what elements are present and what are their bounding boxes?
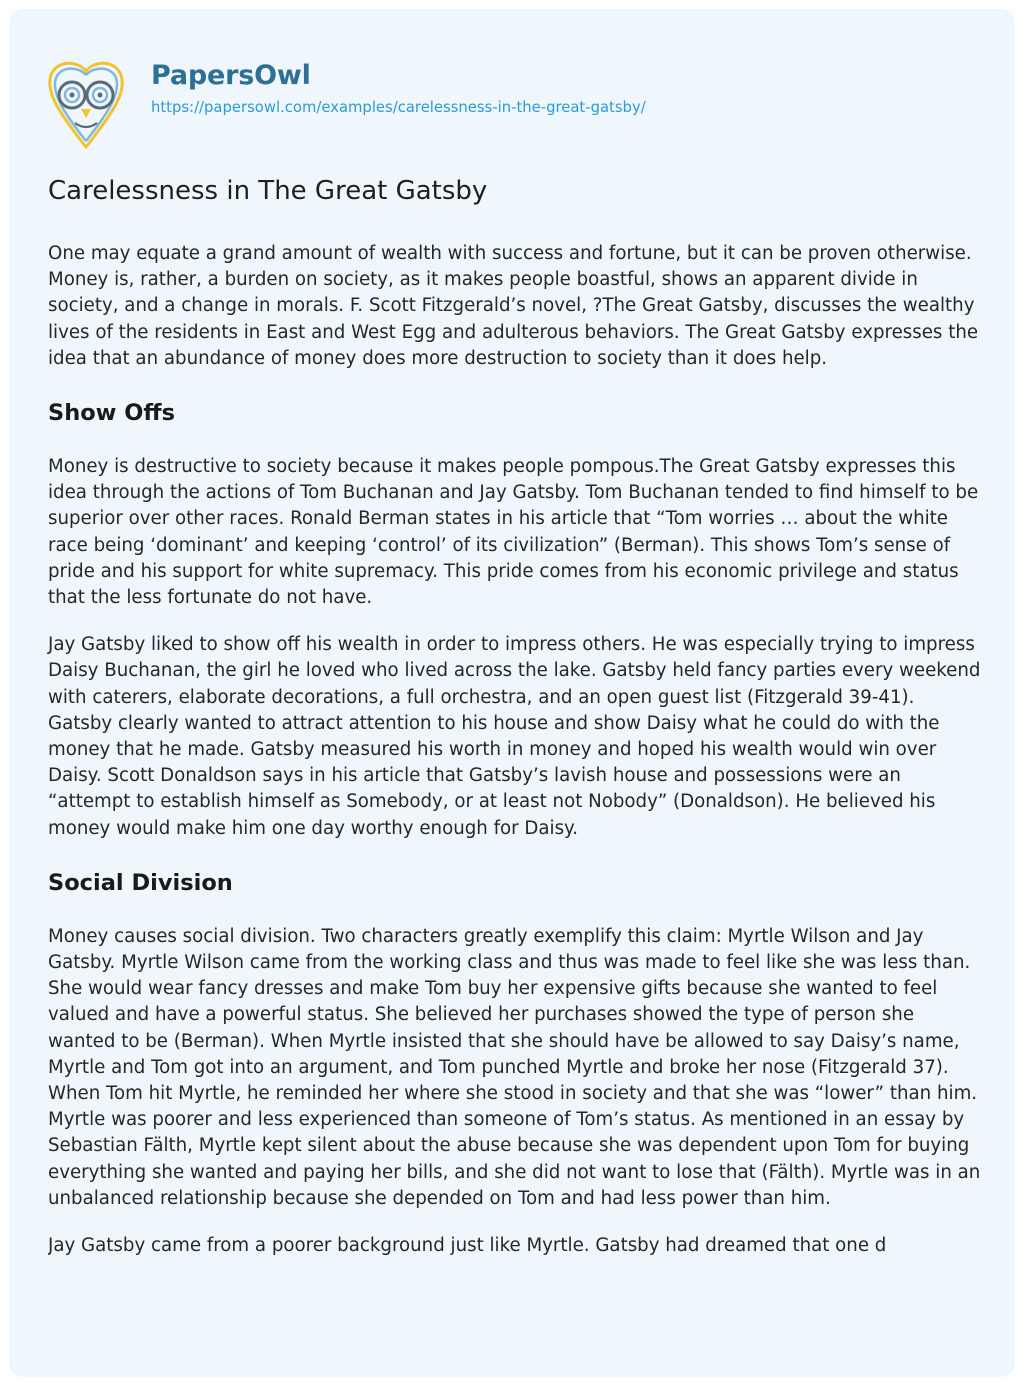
section-heading-social-division: Social Division (48, 869, 233, 896)
brand-block (151, 59, 646, 118)
site-header (47, 61, 646, 151)
section-heading-show-offs: Show Offs (48, 400, 176, 427)
brand-name[interactable]: PapersOwl (151, 60, 311, 91)
page-title: Carelessness in The Great Gatsby (48, 176, 488, 206)
paragraph: Money is destructive to society because it makes people pompous.The Great Gatsby expresses this idea through the actions of Tom Buchanan and Jay Gatsby. Tom Buchanan tended to find himself to be superior over other races. Ronald Berman states in his article that “Tom worries … about the white race being ‘dominant’ and keeping ‘control’ of its civilization” (Berman). This shows Tom’s sense of pride and his support for white supremacy. This pride comes from his economic privilege and status that the less fortunate do not have. (48, 456, 979, 609)
paragraph: Money causes social division. Two characters greatly exemplify this claim: Myrtle Wilson and Jay Gatsby. Myrtle Wilson came from the working class and thus was made to feel like she was less than. She would wear fancy dresses and make Tom buy her expensive gifts because she wanted to feel valued and have a powerful status. She believed her purchases showed the type of person she wanted to be (Berman). When Myrtle insisted that she should have be allowed to say Daisy’s name, Myrtle and Tom got into an argument, and Tom punched Myrtle and broke her nose (Fitzgerald 37). When Tom hit Myrtle, he reminded her where she stood in society and that she was “lower” than him. Myrtle was poorer and less experienced than someone of Tom’s status. As mentioned in an essay by Sebastian Fälth, Myrtle kept silent about the abuse because she was dependent upon Tom for buying everything she wanted and paying her bills, and she did not want to lose that (Fälth). Myrtle was in an unbalanced relationship because she depended on Tom and had less power than him. (48, 925, 981, 1209)
intro-paragraph: One may equate a grand amount of wealth with success and fortune, but it can be proven otherwise. Money is, rather, a burden on society, as it makes people boastful, shows an apparent divide in society, and a change in morals. F. Scott Fitzgerald’s novel, ?The Great Gatsby, discusses the wealthy lives of the residents in East and West Egg and adulterous behaviors. The Great Gatsby expresses the idea that an abundance of money does more destruction to society than it does help. (48, 243, 979, 369)
paragraph: Jay Gatsby liked to show off his wealth in order to impress others. He was especially trying to impress Daisy Buchanan, the girl he loved who lived across the lake. Gatsby held fancy parties every weekend with caterers, elaborate decorations, a full orchestra, and an open guest list (Fitzgerald 39-41). Gatsby clearly wanted to attract attention to his house and show Daisy what he could do with the money that he made. Gatsby measured his worth in money and hoped his wealth would win over Daisy. Scott Donaldson says in his article that Gatsby’s lavish house and possessions were an “attempt to establish himself as Somebody, or at least not Nobody” (Donaldson). He believed his money would make him one day worthy enough for Daisy. (48, 634, 981, 839)
truncated-paragraph: Jay Gatsby came from a poorer background just like Myrtle. Gatsby had dreamed that one d (48, 1235, 887, 1257)
owl-logo-icon (47, 61, 125, 149)
source-url-link[interactable]: https://papersowl.com/examples/carelessness-in-the-great-gatsby/ (151, 99, 646, 116)
article-body (48, 241, 984, 1280)
article-card (9, 9, 1015, 1377)
